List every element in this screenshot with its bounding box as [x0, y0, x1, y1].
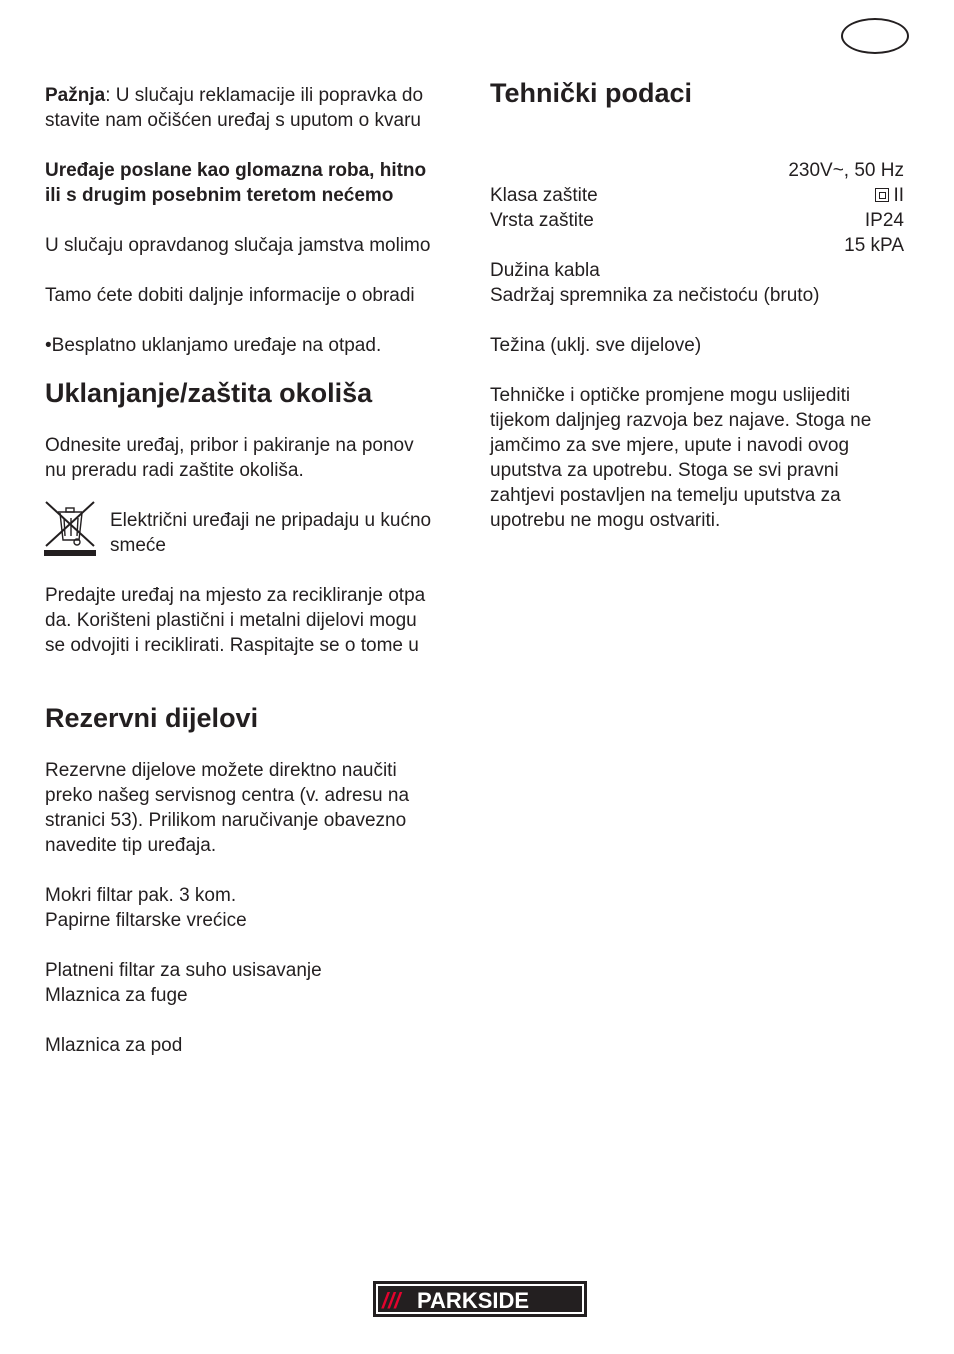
warning-text-line-1: : U slučaju reklamacije ili popravka do [105, 85, 424, 106]
weee-line-2: smeće [110, 535, 166, 556]
voltage-row [490, 158, 904, 183]
protection-class-label: Klasa zaštite [490, 185, 598, 206]
free-disposal-line: •Besplatno uklanjamo uređaje na otpad. [45, 335, 382, 356]
notice-line-3: jamčimo za sve mjere, upute i navodi ovog [490, 435, 850, 456]
protection-class-row [490, 183, 904, 208]
weight-row [490, 333, 904, 358]
spare-part-item: Mlaznica za fuge [45, 985, 188, 1006]
notice-line-2: tijekom daljnjeg razvoja bez najave. Stoga ne [490, 410, 872, 431]
weight-label: Težina (uklj. sve dijelove) [490, 335, 702, 356]
info-line: Tamo ćete dobiti daljnje informacije o obradi [45, 285, 415, 306]
notice-line-6: upotrebu ne mogu ostvariti. [490, 510, 721, 531]
environment-paragraph-line-1: Odnesite uređaj, pribor i pakiranje na ponov [45, 435, 414, 456]
spare-part-item: Mlaznica za pod [45, 1035, 183, 1056]
container-capacity-label: Sadržaj spremnika za nečistoću (bruto) [490, 285, 820, 306]
container-capacity-row [490, 283, 904, 308]
environment-paragraph-line-2: nu preradu radi zaštite okoliša. [45, 460, 304, 481]
bulky-goods-line-1: Uređaje poslane kao glomazna roba, hitno [45, 160, 427, 181]
spare-parts-heading: Rezervni dijelovi [45, 703, 259, 733]
environment-heading: Uklanjanje/zaštita okoliša [45, 378, 373, 408]
cable-length-row [490, 258, 904, 283]
warning-paragraph [45, 83, 423, 108]
parkside-logo [373, 1281, 587, 1317]
voltage-value: 230V~, 50 Hz [788, 160, 904, 181]
notice-line-1: Tehničke i optičke promjene mogu uslijediti [490, 385, 851, 406]
protection-type-label: Vrsta zaštite [490, 210, 594, 231]
warranty-line: U slučaju opravdanog slučaja jamstva molimo [45, 235, 431, 256]
logo-slashes: /// [382, 1288, 401, 1313]
suction-value: 15 kPA [844, 235, 904, 256]
spare-part-item: Mokri filtar pak. 3 kom. [45, 885, 237, 906]
recycle-line-2: da. Korišteni plastični i metalni dijelovi mogu [45, 610, 417, 631]
suction-row [490, 233, 904, 258]
spare-part-item: Platneni filtar za suho usisavanje [45, 960, 322, 981]
bulky-goods-line-2: ili s drugim posebnim teretom nećemo [45, 185, 394, 206]
recycle-line-1: Predajte uređaj na mjesto za recikliranje otpa [45, 585, 426, 606]
cable-length-label: Dužina kabla [490, 260, 600, 281]
recycle-line-3: se odvojiti i reciklirati. Raspitajte se o tome u [45, 635, 419, 656]
spare-parts-paragraph-line-4: navedite tip uređaja. [45, 835, 217, 856]
technical-data-heading: Tehnički podaci [490, 78, 693, 108]
protection-type-value: IP24 [864, 210, 904, 231]
notice-line-5: zahtjevi postavljen na temelju uputstva za [490, 485, 841, 506]
weee-line-1: Električni uređaji ne pripadaju u kućno [110, 510, 432, 531]
language-badge [841, 18, 909, 54]
crossed-out-wheelie-bin-icon [44, 500, 96, 556]
notice-line-4: uputstva za upotrebu. Stoga se svi pravni [490, 460, 839, 481]
warning-text-line-2: stavite nam očišćen uređaj s uputom o kvaru [45, 110, 421, 131]
spare-parts-paragraph-line-1: Rezervne dijelove možete direktno naučiti [45, 760, 397, 781]
protection-type-row [490, 208, 904, 233]
spare-part-item: Papirne filtarske vrećice [45, 910, 247, 931]
spare-parts-paragraph-line-3: stranici 53). Prilikom naručivanje obavezno [45, 810, 407, 831]
protection-class-value: II [893, 185, 904, 206]
warning-label: Pažnja [45, 85, 106, 106]
double-insulation-icon [875, 188, 889, 202]
spare-parts-paragraph-line-2: preko našeg servisnog centra (v. adresu na [45, 785, 410, 806]
logo-text: PARKSIDE [417, 1288, 530, 1313]
